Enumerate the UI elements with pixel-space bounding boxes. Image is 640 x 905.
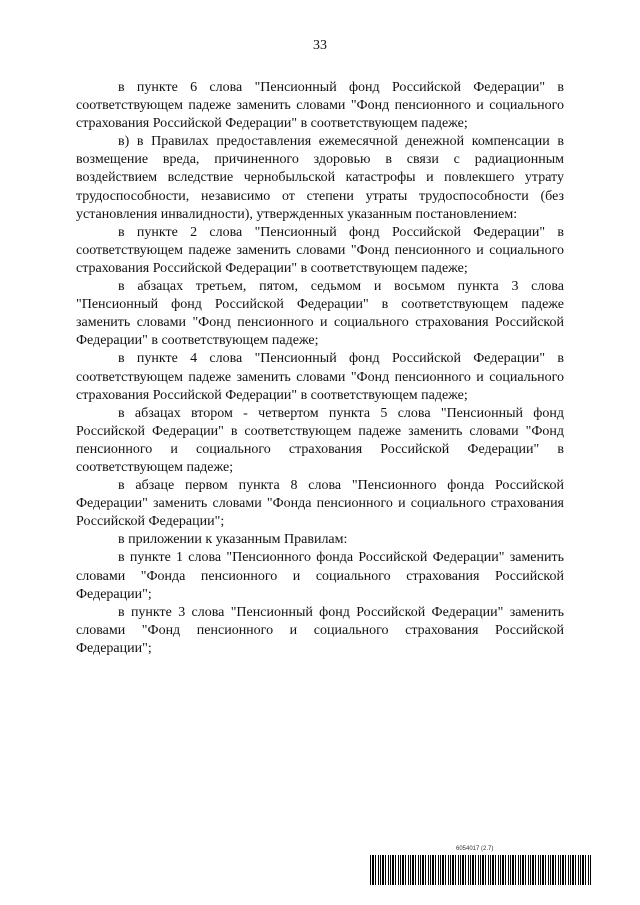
document-body: [76, 79, 564, 658]
paragraph: в пункте 6 слова "Пенсионный фонд Российской Федерации" в соответствующем падеже заменить словами "Фонд пенсионного и социального страхования Российской Федерации" в соответствующем падеже;: [76, 80, 564, 132]
paragraph: в пункте 2 слова "Пенсионный фонд Российской Федерации" в соответствующем падеже заменить словами "Фонд пенсионного и социального страхования Российской Федерации" в соответствующем падеже;: [76, 224, 564, 276]
paragraph: в приложении к указанным Правилам:: [118, 532, 348, 548]
paragraph: в пункте 3 слова "Пенсионный фонд Российской Федерации" заменить словами "Фонд пенсионного и социального страхования Российской Федерации";: [76, 604, 564, 656]
barcode: [370, 855, 592, 885]
document-code: 6054017 (2.7): [456, 846, 494, 852]
paragraph: в абзацах втором - четвертом пункта 5 слова "Пенсионный фонд Российской Федерации" в соответствующем падеже заменить словами "Фонд пенсионного и социального страхования Российской Федерации" в соответствующем падеже;: [76, 405, 564, 475]
paragraph: в абзацах третьем, пятом, седьмом и восьмом пункта 3 слова "Пенсионный фонд Российской Федерации" в соответствующем падеже заменить словами "Фонд пенсионного и социального страхования Российской Федерации" в соответствующем падеже;: [76, 279, 564, 349]
page-number: 33: [313, 38, 327, 53]
paragraph: в пункте 1 слова "Пенсионного фонда Российской Федерации" заменить словами "Фонда пенсионного и социального страхования Российской Федерации";: [76, 550, 564, 602]
paragraph: в пункте 4 слова "Пенсионный фонд Российской Федерации" в соответствующем падеже заменить словами "Фонд пенсионного и социального страхования Российской Федерации" в соответствующем падеже;: [76, 351, 564, 403]
paragraph: в абзаце первом пункта 8 слова "Пенсионного фонда Российской Федерации" заменить словами "Фонда пенсионного и социального страхования Российской Федерации";: [76, 478, 564, 530]
paragraph: в) в Правилах предоставления ежемесячной денежной компенсации в возмещение вреда, причиненного здоровью в связи с радиационным воздействием вследствие чернобыльской катастрофы и повлекшего утрату трудоспособности, независимо от степени утраты трудоспособности (без установления инвалидности), утвержденных указанным постановлением:: [76, 134, 564, 222]
